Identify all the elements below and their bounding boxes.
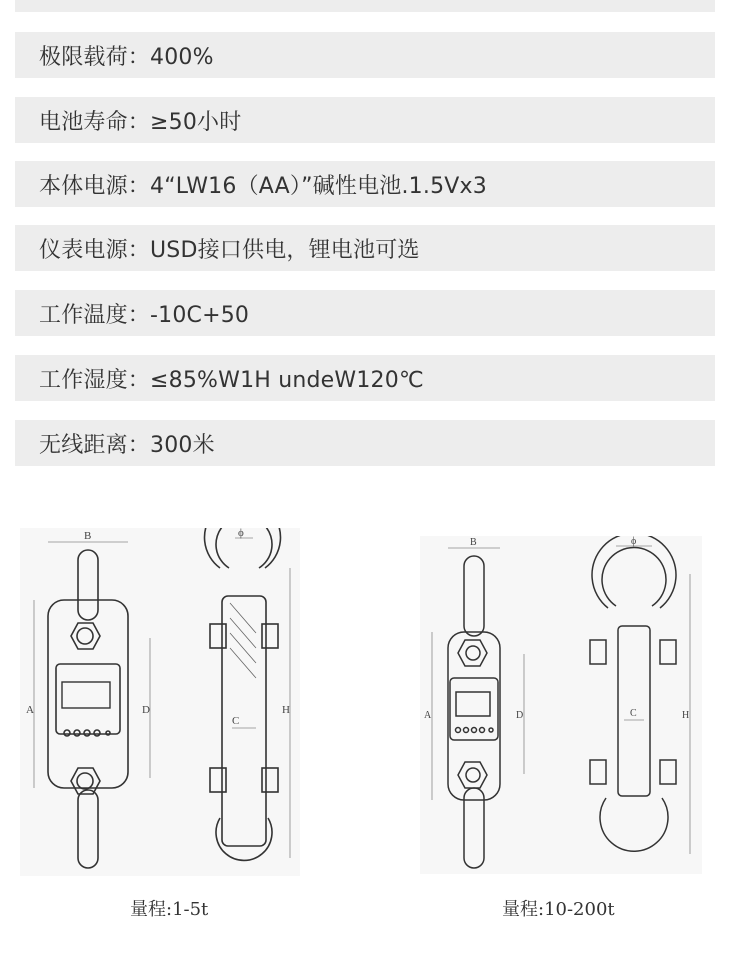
spec-row-work-humidity: 工作湿度：≤85%W1H undeW120℃ [15, 355, 715, 401]
dim-label-h: H [282, 704, 290, 716]
dim-label-phi: ϕ [631, 536, 637, 547]
dim-label-c: C [232, 715, 240, 727]
dim-label-d: D [142, 704, 150, 716]
dim-label-phi: ϕ [238, 528, 244, 539]
dim-label-d: D [516, 710, 524, 721]
dim-label-b: B [470, 537, 477, 548]
scale-drawing-10-200t [420, 536, 702, 874]
spec-row-work-temperature: 工作温度：-10C+50 [15, 290, 715, 336]
spec-row-partial [15, 0, 715, 12]
dim-label-c: C [630, 708, 637, 719]
spec-row-meter-power: 仪表电源：USD接口供电，锂电池可选 [15, 225, 715, 271]
caption-range-large: 量程:10-200t [502, 899, 615, 920]
dim-label-a: A [424, 710, 432, 721]
dim-label-b: B [84, 530, 92, 542]
dimension-diagram-small [20, 528, 300, 876]
spec-row-battery-life: 电池寿命：≥50小时 [15, 97, 715, 143]
scale-drawing-1-5t [20, 528, 300, 876]
dim-label-a: A [26, 704, 34, 716]
spec-row-wireless-range: 无线距离：300米 [15, 420, 715, 466]
spec-row-ultimate-load: 极限载荷：400% [15, 32, 715, 78]
dim-label-h: H [682, 710, 690, 721]
spec-row-body-power: 本体电源：4“LW16（AA）”碱性电池.1.5Vx3 [15, 161, 715, 207]
dimension-diagram-large [420, 536, 702, 874]
caption-range-small: 量程:1-5t [130, 899, 209, 920]
